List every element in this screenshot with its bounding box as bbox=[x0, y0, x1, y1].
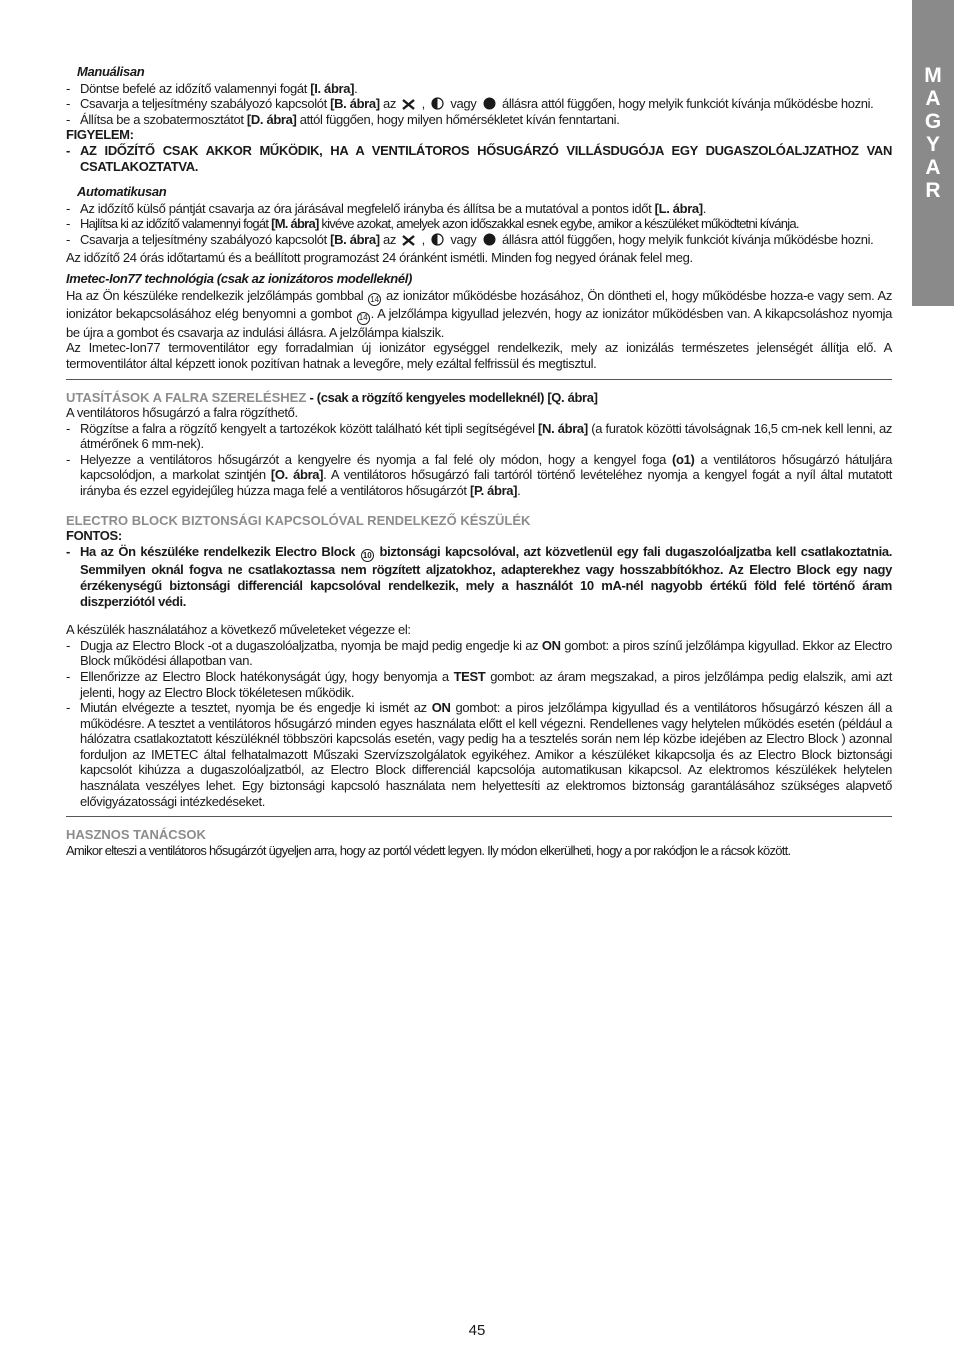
auto-step-3: - Csavarja a teljesítmény szabályozó kapcsolót [B. ábra] az , vagy állásra attól függően, hogy melyik funkciót kívánja működésbe hozni. bbox=[66, 231, 874, 247]
important-text: - Ha az Ön készüléke rendelkezik Electro Block 10 biztonsági kapcsolóval, azt közvetlenül egy fali dugaszolóaljzatba kell csatlakoztatnia. Semmilyen oknál fogva ne csatlakoztassa nem rögzített aljzatokhoz, adapterekhez vagy hosszabbítókhoz. Az Electro Block egy nagy érzékenységű biztonsági differenciál kapcsolóval rendelkezik, mely a használót 10 mA-nél nagyobb értékű föld felé történő áram diszperziótól védi. bbox=[66, 543, 892, 609]
manual-step-3: - Állítsa be a szobatermosztátot [D. ábra] attól függően, hogy milyen hőmérsékletet kíván fenntartani. bbox=[66, 111, 620, 127]
page-content bbox=[66, 62, 892, 858]
electro-block-step-1: - Dugja az Electro Block -ot a dugaszolóaljzatba, nyomja be majd pedig engedje ki az ON gombot: a piros színű jelzőlámpa kigyullad. Ekkor az Electro Block működési állapotban van. bbox=[66, 637, 892, 669]
manual-heading: Manuálisan bbox=[77, 64, 145, 79]
section-divider bbox=[66, 816, 892, 817]
half-power-icon bbox=[431, 97, 444, 110]
half-power-icon bbox=[431, 233, 444, 246]
switch-10-callout: 10 bbox=[361, 549, 374, 562]
tab-letter: M bbox=[924, 64, 942, 87]
full-power-icon bbox=[483, 233, 496, 246]
tab-letter: Y bbox=[925, 133, 940, 156]
tab-letter: A bbox=[925, 87, 941, 110]
language-side-tab bbox=[912, 0, 954, 306]
tips-heading: HASZNOS TANÁCSOK bbox=[66, 827, 206, 843]
fan-icon bbox=[402, 99, 415, 110]
manual-step-2: - Csavarja a teljesítmény szabályozó kapcsolót [B. ábra] az , vagy állásra attól függően, hogy melyik funkciót kívánja működésbe hozni. bbox=[66, 96, 874, 112]
full-power-icon bbox=[483, 97, 496, 110]
tab-letter: G bbox=[924, 110, 942, 133]
button-14-callout: 14 bbox=[368, 293, 381, 306]
electro-block-intro: A készülék használatához a következő műveleteket végezze el: bbox=[66, 622, 411, 638]
ion-paragraph-1: Ha az Ön készüléke rendelkezik jelzőlámpás gombbal 14 az ionizátor működésbe hozásához, Ön döntheti el, hogy működésbe hozza-e vagy sem. Az ionizátor bekapcsolásához elég benyomni a gombot 14 . A jelzőlámpa kigyullad jelezvén, hogy az ionizátor működésben van. A kikapcsoláshoz nyomja be újra a gombot és csavarja az indulási állásra. A jelzőlámpa kialszik. bbox=[66, 287, 892, 340]
tab-letter: R bbox=[925, 179, 941, 202]
important-label: FONTOS: bbox=[66, 528, 122, 544]
wall-heading: UTASÍTÁSOK A FALRA SZERELÉSHEZ - (csak a rögzítő kengyeles modelleknél) [Q. ábra] bbox=[66, 389, 598, 405]
electro-block-heading: ELECTRO BLOCK BIZTONSÁGI KAPCSOLÓVAL RENDELKEZŐ KÉSZÜLÉK bbox=[66, 512, 531, 528]
tips-text: Amikor elteszi a ventilátoros hősugárzót ügyeljen arra, hogy az portól védett legyen. Ily módon elkerülheti, hogy a por rakódjon le a rácsok között. bbox=[66, 842, 791, 858]
warning-text: - AZ IDŐZÍTŐ CSAK AKKOR MŰKÖDIK, HA A VENTILÁTOROS HŐSUGÁRZÓ VILLÁSDUGÓJA EGY DUGASZOLÓALJZATHOZ VAN CSATLAKOZTATVA. bbox=[66, 142, 892, 174]
electro-block-step-3: - Miután elvégezte a tesztet, nyomja be és engedje ki ismét az ON gombot: a piros jelzőlámpa kigyullad és a ventilátoros hősugárzó készen áll a működésre. A tesztet a ventilátoros hősugárzó minden egyes használata előtt el kell végezni. Rendellenes vagy helytelen működés esetén (például a hálózatra csatlakoztatott készüléknél többszöri kapcsolás esetén, vagy pedig ha a tesztelés során nem lép közbe idejében az Electro Block ) azonnal forduljon az IMETEC által felhatalmazott Műszaki Szervízszolgálatok egyikéhez. Amikor a készüléket kikapcsolja és az Electro Block biztonsági kapcsolót kihúzza a dugaszolóaljzatból, az Electro Block differenciál kapcsolója automatikusan kikapcsol. Az elektromos készülékek helytelen használata veszélyes lehet. Egy biztonsági kapcsoló használata nem helyettesíti az elektromos biztonság garantálásához szükséges alapvető elővigyázatossági intézkedéseket. bbox=[66, 700, 892, 809]
electro-block-step-2: - Ellenőrizze az Electro Block hatékonyságát úgy, hogy benyomja a TEST gombot: az áram megszakad, a piros jelzőlámpa pedig elalszik, ami azt jelenti, hogy az Electro Block tökéletesen működik. bbox=[66, 668, 892, 700]
fan-icon bbox=[402, 235, 415, 246]
auto-step-1: - Az időzítő külső pántját csavarja az óra járásával megfelelő irányba és állítsa be a mutatóval a pontos időt [L. ábra]. bbox=[66, 200, 707, 216]
wall-intro: A ventilátoros hősugárzó a falra rögzíthető. bbox=[66, 405, 298, 421]
section-divider bbox=[66, 379, 892, 380]
wall-step-1: - Rögzítse a falra a rögzítő kengyelt a tartozékok között található két tipli segítségével [N. ábra] (a furatok közötti távolságnak 16,5 cm-nek kell lenni, az átmérőnek 6 mm-nek). bbox=[66, 420, 892, 452]
tab-letter: A bbox=[925, 156, 941, 179]
warning-label: FIGYELEM: bbox=[66, 127, 134, 143]
page-number: 45 bbox=[468, 1322, 486, 1339]
wall-step-2: - Helyezze a ventilátoros hősugárzót a kengyelre és nyomja a fal felé oly módon, hogy a kengyel foga (o1) a ventilátoros hősugárzó hátuljára kapcsolódjon, a markolat szintjén [O. ábra]. A ventilátoros hősugárzó fali tartóról történő levételéhez nyomja a kengyel fogát a nyíl által mutatott irányba és ezzel egyidejűleg húzza maga felé a ventilátoros hősugárzót [P. ábra]. bbox=[66, 451, 892, 499]
auto-note: Az időzítő 24 órás időtartamú és a beállított programozást 24 óránként ismétli. Minden fog negyed órának felel meg. bbox=[66, 249, 693, 265]
button-14-callout: 14 bbox=[357, 312, 370, 325]
ion-paragraph-2: Az Imetec-Ion77 termoventilátor egy forradalmian új ionizátor egységgel rendelkezik, mely az ionizálás természetes jelenségét állítja elő. A termoventilátor által képzett ionok pozitívan hatnak a levegőre, mely ezáltal felfrissül és megtisztul. bbox=[66, 340, 892, 371]
auto-step-2: - Hajlítsa ki az időzítő valamennyi fogát [M. ábra] kivéve azokat, amelyek azon időszakkal esnek egybe, amikor a készüléket működtetni kívánja. bbox=[66, 216, 799, 232]
auto-heading: Automatikusan bbox=[77, 184, 167, 200]
ion-heading: Imetec-Ion77 technológia (csak az ionizátoros modelleknél) bbox=[66, 271, 412, 287]
manual-step-1: - Döntse befelé az időzítő valamennyi fogát [I. ábra]. bbox=[66, 80, 358, 96]
